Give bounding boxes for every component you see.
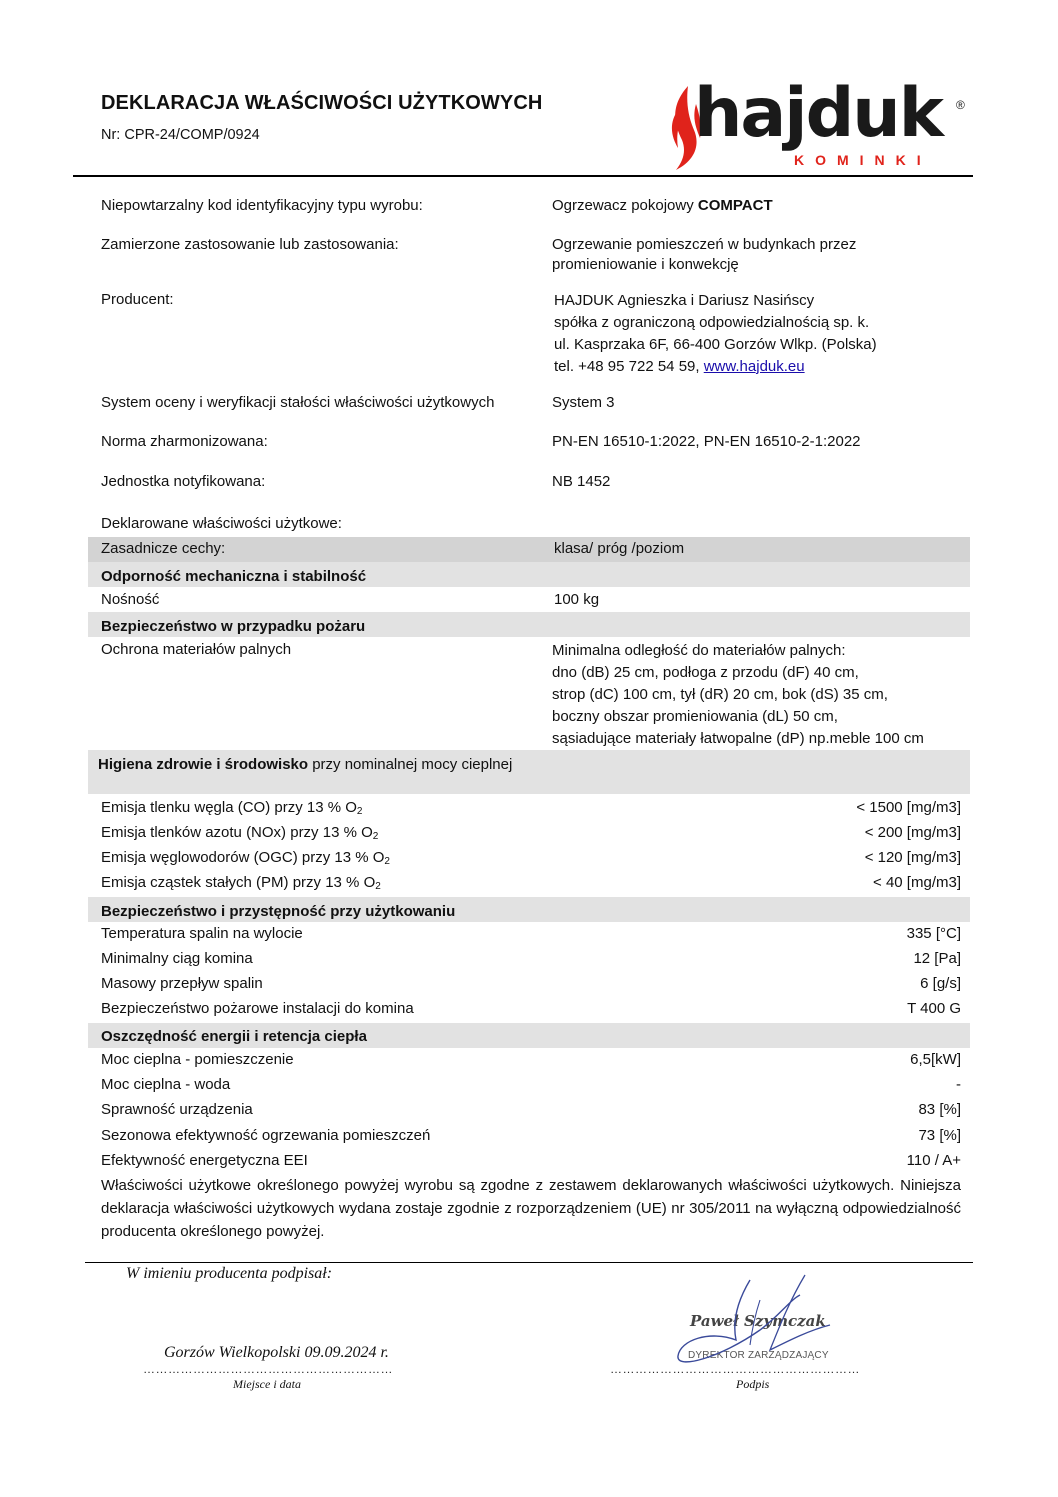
table-row-value: 100 kg bbox=[554, 591, 600, 608]
hajduk-logo bbox=[666, 74, 966, 172]
intended-use-line: promieniowanie i konwekcję bbox=[552, 256, 739, 273]
distance-line: strop (dC) 100 cm, tył (dR) 20 cm, bok (dS) 35 cm, bbox=[552, 686, 888, 703]
distance-line: sąsiadujące materiały łatwopalne (dP) np.meble 100 cm bbox=[552, 730, 924, 747]
table-row-label: Minimalny ciąg komina bbox=[101, 950, 253, 967]
table-row-label: Nośność bbox=[101, 591, 160, 608]
signatory-name: Paweł Szymczak bbox=[690, 1312, 826, 1330]
table-row-label: Emisja cząstek stałych (PM) przy 13 % $O_2$ bbox=[101, 874, 381, 892]
info-value-producer bbox=[554, 290, 877, 378]
signatory-title: DYREKTOR ZARZĄDZAJĄCY bbox=[688, 1350, 829, 1361]
table-header-class: klasa/ próg /poziom bbox=[554, 540, 685, 557]
footer-divider bbox=[85, 1262, 973, 1263]
place-date-dotted-line: …………………………………………………… bbox=[143, 1362, 393, 1376]
table-row-value: 73 [%] bbox=[918, 1127, 961, 1144]
producer-contact bbox=[554, 356, 877, 378]
signature-caption: Podpis bbox=[736, 1377, 770, 1391]
table-row-value: 6,5[kW] bbox=[910, 1051, 961, 1068]
table-row-label: Masowy przepływ spalin bbox=[101, 975, 263, 992]
table-row-value: T 400 G bbox=[907, 1000, 961, 1017]
distance-line: Minimalna odległość do materiałów palnych: bbox=[552, 642, 846, 659]
info-label-harmonised-standard: Norma zharmonizowana: bbox=[101, 433, 268, 450]
info-label-assessment-system: System oceny i weryfikacji stałości właściwości użytkowych bbox=[101, 394, 495, 411]
table-row-value: < 120 [mg/m3] bbox=[864, 849, 961, 866]
table-row-label: Moc cieplna - pomieszczenie bbox=[101, 1051, 294, 1068]
declared-performance-heading: Deklarowane właściwości użytkowe: bbox=[101, 515, 342, 532]
section-title-fire: Bezpieczeństwo w przypadku pożaru bbox=[101, 618, 366, 635]
place-date-caption: Miejsce i data bbox=[233, 1377, 301, 1391]
table-header-characteristics: Zasadnicze cechy: bbox=[101, 540, 226, 557]
table-row-label: Sprawność urządzenia bbox=[101, 1101, 253, 1118]
hygiene-title-rest: przy nominalnej mocy cieplnej bbox=[308, 756, 513, 773]
table-row-value: 110 / A+ bbox=[906, 1152, 961, 1169]
table-row-label: Efektywność energetyczna EEI bbox=[101, 1152, 308, 1169]
registered-mark: ® bbox=[956, 98, 965, 112]
producer-line: ul. Kasprzaka 6F, 66-400 Gorzów Wlkp. (Polska) bbox=[554, 336, 877, 353]
table-row-value: 335 [°C] bbox=[906, 925, 961, 942]
conformity-statement: Właściwości użytkowe określonego powyżej wyrobu są zgodne z zestawem deklarowanych właściwości użytkowych. Niniejsza deklaracja właściwości użytkowych wydana zostaje zgodnie z rozporządzeniem (UE) nr 305/2011 na wyłączną odpowiedzialność producenta określonego powyżej. bbox=[101, 1177, 961, 1240]
info-value-notified-body: NB 1452 bbox=[552, 473, 611, 490]
info-value-intended-use bbox=[552, 235, 856, 275]
table-row-value: 6 [g/s] bbox=[920, 975, 961, 992]
producer-website-link[interactable]: www.hajduk.eu bbox=[703, 358, 805, 375]
section-title-mechanical: Odporność mechaniczna i stabilność bbox=[101, 568, 367, 585]
info-value-assessment-system: System 3 bbox=[552, 394, 615, 411]
section-title-hygiene bbox=[98, 755, 512, 775]
distance-line: boczny obszar promieniowania (dL) 50 cm, bbox=[552, 708, 838, 725]
header-divider bbox=[73, 175, 973, 177]
section-title-safety-use: Bezpieczeństwo i przystępność przy użytkowaniu bbox=[101, 903, 456, 920]
logo-brand: hajduk bbox=[694, 74, 942, 153]
info-label-intended-use: Zamierzone zastosowanie lub zastosowania: bbox=[101, 236, 399, 253]
producer-line: spółka z ograniczoną odpowiedzialnością sp. k. bbox=[554, 314, 870, 331]
table-row-value: 12 [Pa] bbox=[913, 950, 961, 967]
distance-line: dno (dB) 25 cm, podłoga z przodu (dF) 40 cm, bbox=[552, 664, 859, 681]
table-row-label: Ochrona materiałów palnych bbox=[101, 641, 292, 658]
table-row-value-distances bbox=[552, 640, 924, 750]
table-row-value: < 200 [mg/m3] bbox=[864, 824, 961, 841]
intended-use-line: Ogrzewanie pomieszczeń w budynkach przez bbox=[552, 236, 857, 253]
product-name: COMPACT bbox=[697, 197, 773, 214]
producer-phone: tel. +48 95 722 54 59, bbox=[554, 358, 704, 375]
section-title-energy: Oszczędność energii i retencja ciepła bbox=[101, 1028, 367, 1045]
signed-by-label: W imieniu producenta podpisał: bbox=[126, 1265, 333, 1282]
info-value-harmonised-standard: PN-EN 16510-1:2022, PN-EN 16510-2-1:2022 bbox=[552, 433, 861, 450]
table-row-label: Emisja tlenku węgla (CO) przy 13 % $O_2$ bbox=[101, 799, 363, 817]
table-row-label: Sezonowa efektywność ogrzewania pomieszczeń bbox=[101, 1127, 431, 1144]
hygiene-title-bold: Higiena zdrowie i środowisko bbox=[98, 756, 309, 773]
table-row-label: Temperatura spalin na wylocie bbox=[101, 925, 303, 942]
table-row-value: 83 [%] bbox=[918, 1101, 961, 1118]
table-row-value: - bbox=[956, 1076, 961, 1093]
place-date: Gorzów Wielkopolski 09.09.2024 r. bbox=[164, 1344, 389, 1361]
table-row-label: Emisja węglowodorów (OGC) przy 13 % $O_2$ bbox=[101, 849, 390, 867]
info-value-product-code bbox=[552, 196, 773, 216]
info-label-product-code: Niepowtarzalny kod identyfikacyjny typu wyrobu: bbox=[101, 197, 423, 214]
logo-subtitle: KOMINKI bbox=[794, 152, 932, 168]
info-label-notified-body: Jednostka notyfikowana: bbox=[101, 473, 266, 490]
table-row-label: Moc cieplna - woda bbox=[101, 1076, 231, 1093]
signature-dotted-line: …………………………………………………… bbox=[610, 1362, 860, 1376]
producer-line: HAJDUK Agnieszka i Dariusz Nasińscy bbox=[554, 292, 815, 309]
table-row-label: Emisja tlenków azotu (NOx) przy 13 % $O_2$ bbox=[101, 824, 379, 842]
table-row-value: < 1500 [mg/m3] bbox=[856, 799, 961, 816]
table-row-value: < 40 [mg/m3] bbox=[873, 874, 961, 891]
document-number: Nr: CPR-24/COMP/0924 bbox=[101, 127, 260, 143]
info-label-producer: Producent: bbox=[101, 291, 174, 308]
product-type: Ogrzewacz pokojowy bbox=[552, 197, 698, 214]
document-title: DEKLARACJA WŁAŚCIWOŚCI UŻYTKOWYCH bbox=[101, 92, 543, 114]
table-row-label: Bezpieczeństwo pożarowe instalacji do komina bbox=[101, 1000, 414, 1017]
